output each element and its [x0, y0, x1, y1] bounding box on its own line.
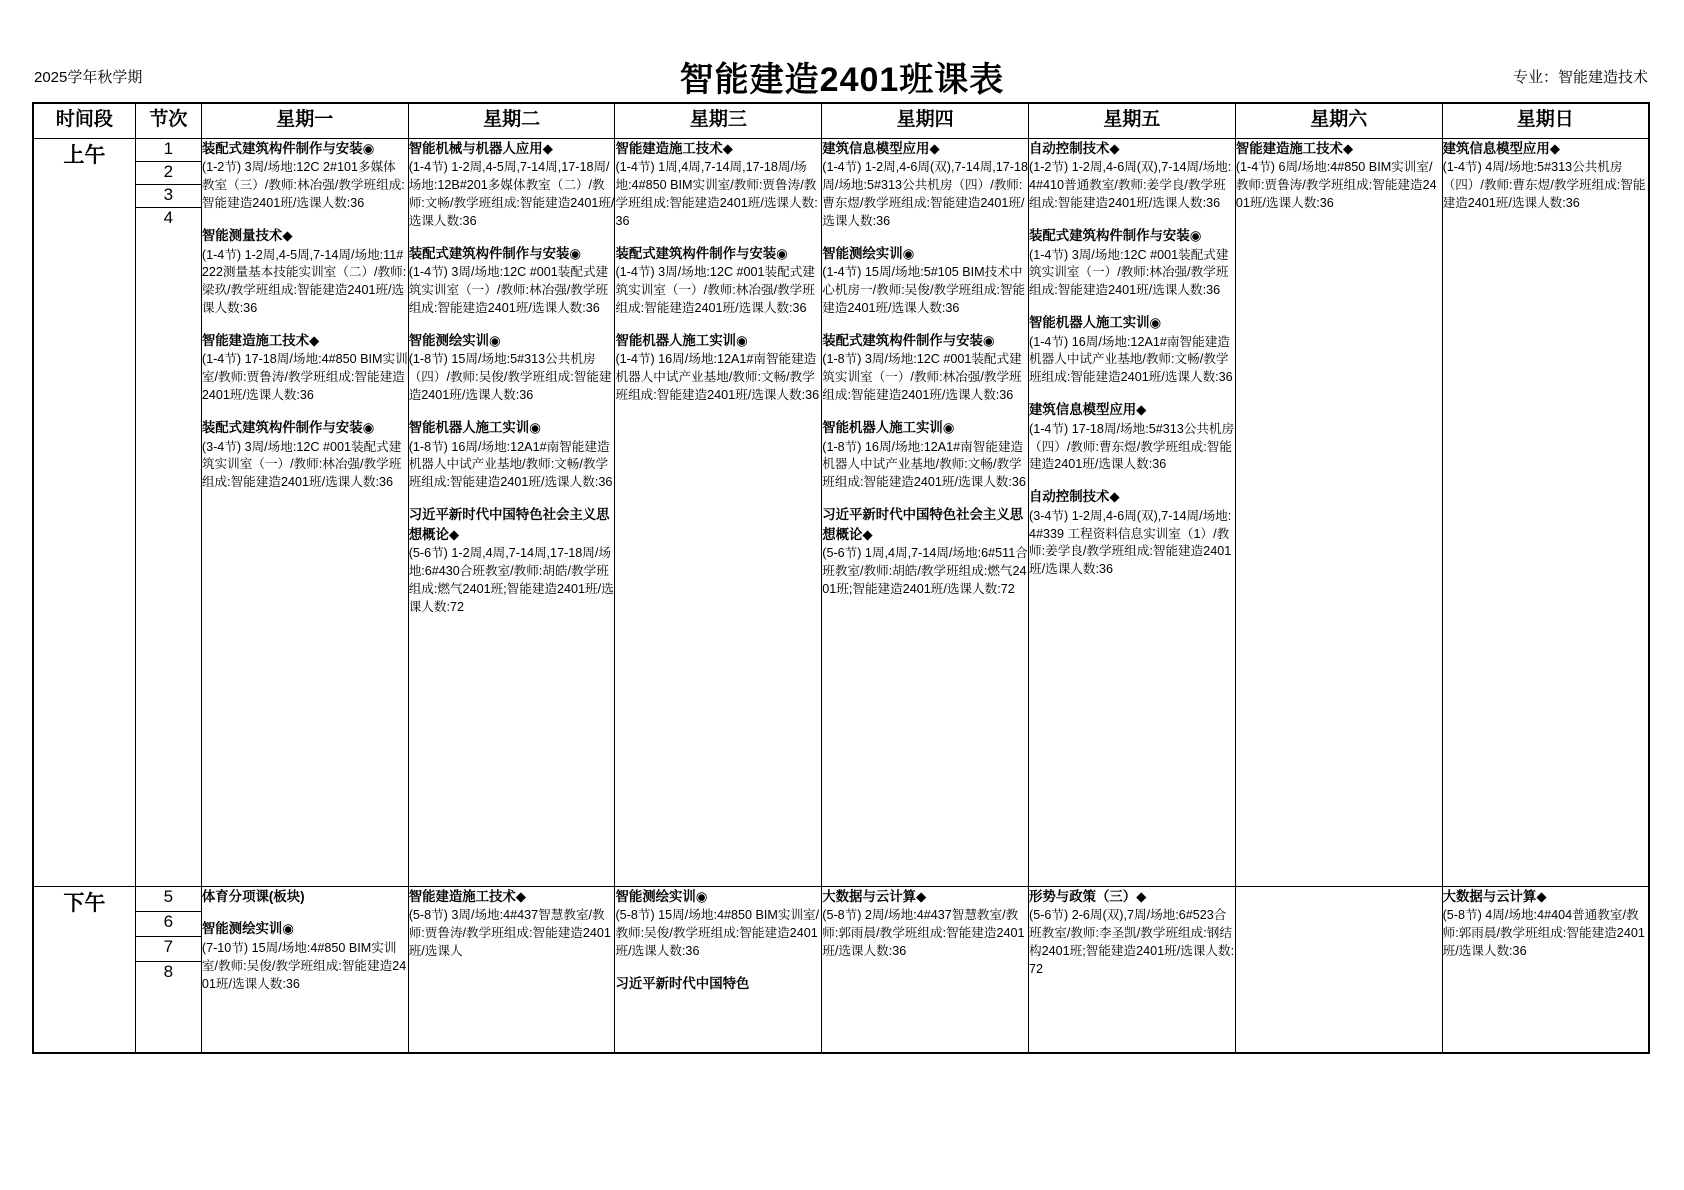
course-name: 智能机械与机器人应用◆ — [408, 141, 553, 156]
course-name: 装配式建筑构件制作与安装◉ — [1029, 228, 1202, 244]
pm-cell-monday[interactable] — [201, 887, 408, 1054]
course-entry[interactable] — [409, 331, 615, 405]
course-details: (3-4节) 1-2周,4-6周(双),7-14周/场地:4#339 工程资料信息实训室（1）/教师:姜学良/教学班组成:智能建造2401班/选课人数:36 — [1029, 508, 1232, 577]
course-name: 智能测绘实训◉ — [408, 333, 501, 348]
course-details: (5-8节) 2周/场地:4#437智慧教室/教师:郭雨晨/教学班组成:智能建造2401班/选课人数:36 — [822, 908, 1025, 959]
course-name: 智能建造施工技术◆ — [615, 141, 733, 156]
course-details: (5-6节) 1周,4周,7-14周/场地:6#511合班教室/教师:胡皓/教学班组成:燃气2401班;智能建造2401班/选课人数:72 — [822, 546, 1028, 596]
course-name: 自动控制技术◆ — [1029, 141, 1120, 156]
course-name: 大数据与云计算◆ — [822, 889, 927, 904]
course-details: (1-4节) 1-2周,4-5周,7-14周/场地:11#222测量基本技能实训室（二）/教师:梁玖/教学班组成:智能建造2401班/选课人数:36 — [201, 247, 407, 316]
course-name: 自动控制技术◆ — [1029, 489, 1120, 505]
course-entry[interactable] — [202, 887, 408, 906]
course-entry[interactable] — [1029, 887, 1235, 979]
course-entry[interactable] — [202, 418, 408, 492]
course-entry[interactable] — [615, 331, 821, 405]
course-entry[interactable] — [822, 887, 1028, 961]
course-name: 智能建造施工技术◆ — [408, 889, 527, 904]
course-entry[interactable] — [409, 887, 615, 961]
course-entry[interactable] — [1443, 139, 1648, 213]
course-details: (1-2节) 1-2周,4-6周(双),7-14周/场地:4#410普通教室/教师:姜学良/教学班组成:智能建造2401班/选课人数:36 — [1029, 160, 1232, 211]
course-name: 习近平新时代中国特色社会主义思想概论◆ — [408, 507, 610, 542]
course-entry[interactable] — [202, 139, 408, 213]
course-entry[interactable] — [822, 505, 1028, 599]
am-cell-saturday[interactable] — [1235, 139, 1442, 887]
am-cell-sunday[interactable] — [1442, 139, 1649, 887]
col-header-monday: 星期一 — [201, 103, 408, 139]
course-entry[interactable] — [1029, 226, 1235, 300]
course-details: (1-4节) 3周/场地:12C #001装配式建筑实训室（一）/教师:林冶强/教学班组成:智能建造2401班/选课人数:36 — [408, 265, 609, 316]
course-entry[interactable] — [202, 331, 408, 405]
period-3: 3 — [135, 185, 201, 208]
course-details: (1-8节) 16周/场地:12A1#南智能建造机器人中试产业基地/教师:文畅/教学班组成:智能建造2401班/选课人数:36 — [822, 439, 1026, 490]
am-cell-tuesday[interactable] — [408, 139, 615, 887]
course-name: 装配式建筑构件制作与安装◉ — [201, 420, 375, 436]
course-details: (1-4节) 15周/场地:5#105 BIM技术中心机房一/教师:吴俊/教学班组成:智能建造2401班/选课人数:36 — [822, 265, 1026, 316]
course-details: (7-10节) 15周/场地:4#850 BIM实训室/教师:吴俊/教学班组成:智能建造2401班/选课人数:36 — [201, 940, 407, 991]
period-7: 7 — [135, 937, 201, 962]
period-2: 2 — [135, 162, 201, 185]
am-cell-monday[interactable] — [201, 139, 408, 887]
term-label: 2025学年秋学期 — [34, 69, 143, 86]
time-section-am: 上午 — [33, 139, 135, 887]
course-name: 建筑信息模型应用◆ — [822, 141, 940, 156]
table-header-row — [33, 103, 1649, 139]
pm-cell-friday[interactable] — [1029, 887, 1236, 1054]
course-name: 建筑信息模型应用◆ — [1442, 141, 1561, 156]
course-name: 智能建造施工技术◆ — [201, 333, 320, 348]
pm-cell-sunday[interactable] — [1442, 887, 1649, 1054]
course-entry[interactable] — [1029, 139, 1235, 213]
course-name: 智能机器人施工实训◉ — [1029, 315, 1162, 331]
col-header-time: 时间段 — [33, 103, 135, 139]
course-details: (1-2节) 3周/场地:12C 2#101多媒体教室（三）/教师:林冶强/教学班组成:智能建造2401班/选课人数:36 — [201, 160, 405, 211]
course-details: (5-8节) 3周/场地:4#437智慧教室/教师:贾鲁涛/教学班组成:智能建造2401班/选课人 — [408, 908, 611, 959]
am-cell-friday[interactable] — [1029, 139, 1236, 887]
course-details: (5-6节) 2-6周(双),7周/场地:6#523合班教室/教师:李圣凯/教学班组成:钢结构2401班;智能建造2401班/选课人数:72 — [1029, 908, 1235, 977]
course-entry[interactable] — [822, 139, 1028, 231]
course-details: (1-4节) 6周/场地:4#850 BIM实训室/教师:贾鲁涛/教学班组成:智能建造2401班/选课人数:36 — [1235, 160, 1437, 211]
course-name: 装配式建筑构件制作与安装◉ — [615, 245, 788, 261]
pm-cell-tuesday[interactable] — [408, 887, 615, 1054]
pm-row-5 — [33, 887, 1649, 912]
course-name: 建筑信息模型应用◆ — [1029, 402, 1147, 418]
course-name: 装配式建筑构件制作与安装◉ — [408, 245, 582, 261]
course-details: (1-8节) 3周/场地:12C #001装配式建筑实训室（一）/教师:林冶强/教学班组成:智能建造2401班/选课人数:36 — [822, 352, 1022, 403]
course-entry[interactable] — [822, 418, 1028, 492]
course-entry[interactable] — [409, 244, 615, 318]
pm-cell-wednesday[interactable] — [615, 887, 822, 1054]
course-details: (5-6节) 1-2周,4周,7-14周,17-18周/场地:6#430合班教室/教师:胡皓/教学班组成:燃气2401班;智能建造2401班/选课人数:72 — [408, 546, 614, 614]
course-name: 习近平新时代中国特色 — [615, 976, 750, 992]
course-details: (1-4节) 16周/场地:12A1#南智能建造机器人中试产业基地/教师:文畅/教学班组成:智能建造2401班/选课人数:36 — [1029, 334, 1233, 385]
course-details: (1-4节) 1-2周,4-5周,7-14周,17-18周/场地:12B#201多媒体教室（二）/教师:文畅/教学班组成:智能建造2401班/选课人数:36 — [408, 160, 615, 229]
course-name: 智能测量技术◆ — [201, 228, 293, 244]
course-entry[interactable] — [1029, 313, 1235, 387]
course-entry[interactable] — [1443, 887, 1648, 961]
course-name: 智能建造施工技术◆ — [1235, 141, 1354, 156]
course-name: 装配式建筑构件制作与安装◉ — [822, 333, 995, 348]
course-details: (1-4节) 1-2周,4-6周(双),7-14周,17-18周/场地:5#313公共机房（四）/教师:曹东煜/教学班组成:智能建造2401班/选课人数:36 — [822, 160, 1029, 229]
major-label: 专业：智能建造技术 — [1512, 69, 1648, 86]
course-name: 智能测绘实训◉ — [822, 245, 915, 261]
am-cell-wednesday[interactable] — [615, 139, 822, 887]
period-8: 8 — [135, 962, 201, 1054]
course-name: 智能测绘实训◉ — [201, 921, 294, 937]
course-name: 大数据与云计算◆ — [1442, 889, 1547, 904]
col-header-tuesday: 星期二 — [408, 103, 615, 139]
page-header — [32, 30, 1652, 102]
course-name: 形势与政策（三）◆ — [1029, 889, 1147, 904]
course-name: 习近平新时代中国特色社会主义思想概论◆ — [822, 507, 1024, 542]
period-5: 5 — [135, 887, 201, 912]
course-details: (1-8节) 16周/场地:12A1#南智能建造机器人中试产业基地/教师:文畅/教学班组成:智能建造2401班/选课人数:36 — [408, 439, 613, 490]
am-row-1 — [33, 139, 1649, 162]
period-4: 4 — [135, 208, 201, 887]
col-header-saturday: 星期六 — [1235, 103, 1442, 139]
course-entry[interactable] — [202, 919, 408, 993]
course-entry[interactable] — [202, 226, 408, 318]
col-header-period: 节次 — [135, 103, 201, 139]
course-name: 智能机器人施工实训◉ — [822, 420, 955, 436]
col-header-friday: 星期五 — [1029, 103, 1236, 139]
course-entry[interactable] — [409, 505, 615, 616]
course-entry[interactable] — [822, 331, 1028, 405]
col-header-sunday: 星期日 — [1442, 103, 1649, 139]
course-details: (1-4节) 3周/场地:12C #001装配式建筑实训室（一）/教师:林冶强/教学班组成:智能建造2401班/选课人数:36 — [615, 265, 815, 316]
course-details: (5-8节) 15周/场地:4#850 BIM实训室/教师:吴俊/教学班组成:智能建造2401班/选课人数:36 — [615, 908, 820, 959]
col-header-wednesday: 星期三 — [615, 103, 822, 139]
course-entry[interactable] — [409, 139, 615, 231]
course-name: 智能机器人施工实训◉ — [408, 420, 541, 436]
course-entry[interactable] — [822, 244, 1028, 318]
course-details: (1-4节) 16周/场地:12A1#南智能建造机器人中试产业基地/教师:文畅/教学班组成:智能建造2401班/选课人数:36 — [615, 352, 820, 403]
course-details: (1-8节) 15周/场地:5#313公共机房（四）/教师:吴俊/教学班组成:智能建造2401班/选课人数:36 — [408, 352, 612, 403]
course-details: (3-4节) 3周/场地:12C #001装配式建筑实训室（一）/教师:林冶强/教学班组成:智能建造2401班/选课人数:36 — [201, 439, 402, 490]
course-entry[interactable] — [1029, 400, 1235, 474]
course-entry[interactable] — [615, 974, 821, 993]
time-section-pm: 下午 — [33, 887, 135, 1054]
course-entry[interactable] — [1029, 487, 1235, 579]
course-details: (1-4节) 4周/场地:5#313公共机房（四）/教师:曹东煜/教学班组成:智能建造2401班/选课人数:36 — [1442, 160, 1646, 211]
course-name: 智能机器人施工实训◉ — [615, 333, 748, 348]
pm-cell-saturday[interactable] — [1235, 887, 1442, 1054]
course-details: (1-4节) 3周/场地:12C #001装配式建筑实训室（一）/教师:林冶强/教学班组成:智能建造2401班/选课人数:36 — [1029, 247, 1229, 298]
schedule-table — [32, 102, 1650, 1054]
course-entry[interactable] — [1236, 139, 1442, 213]
period-1: 1 — [135, 139, 201, 162]
page-title: 智能建造2401班课表 — [679, 61, 1005, 99]
course-details: (5-8节) 4周/场地:4#404普通教室/教师:郭雨晨/教学班组成:智能建造2401班/选课人数:36 — [1442, 908, 1645, 959]
course-name: 装配式建筑构件制作与安装◉ — [201, 141, 375, 156]
course-entry[interactable] — [409, 418, 615, 492]
period-6: 6 — [135, 912, 201, 937]
course-details: (1-4节) 17-18周/场地:5#313公共机房（四）/教师:曹东煜/教学班组成:智能建造2401班/选课人数:36 — [1029, 421, 1235, 472]
course-details: (1-4节) 17-18周/场地:4#850 BIM实训室/教师:贾鲁涛/教学班组成:智能建造2401班/选课人数:36 — [201, 352, 408, 403]
course-name: 体育分项课(板块) — [201, 889, 305, 904]
am-cell-thursday[interactable] — [822, 139, 1029, 887]
col-header-thursday: 星期四 — [822, 103, 1029, 139]
course-entry[interactable] — [615, 244, 821, 318]
pm-cell-thursday[interactable] — [822, 887, 1029, 1054]
course-entry[interactable] — [615, 139, 821, 231]
course-name: 智能测绘实训◉ — [615, 889, 708, 904]
course-details: (1-4节) 1周,4周,7-14周,17-18周/场地:4#850 BIM实训室/教师:贾鲁涛/教学班组成:智能建造2401班/选课人数:36 — [615, 160, 818, 229]
course-entry[interactable] — [615, 887, 821, 961]
